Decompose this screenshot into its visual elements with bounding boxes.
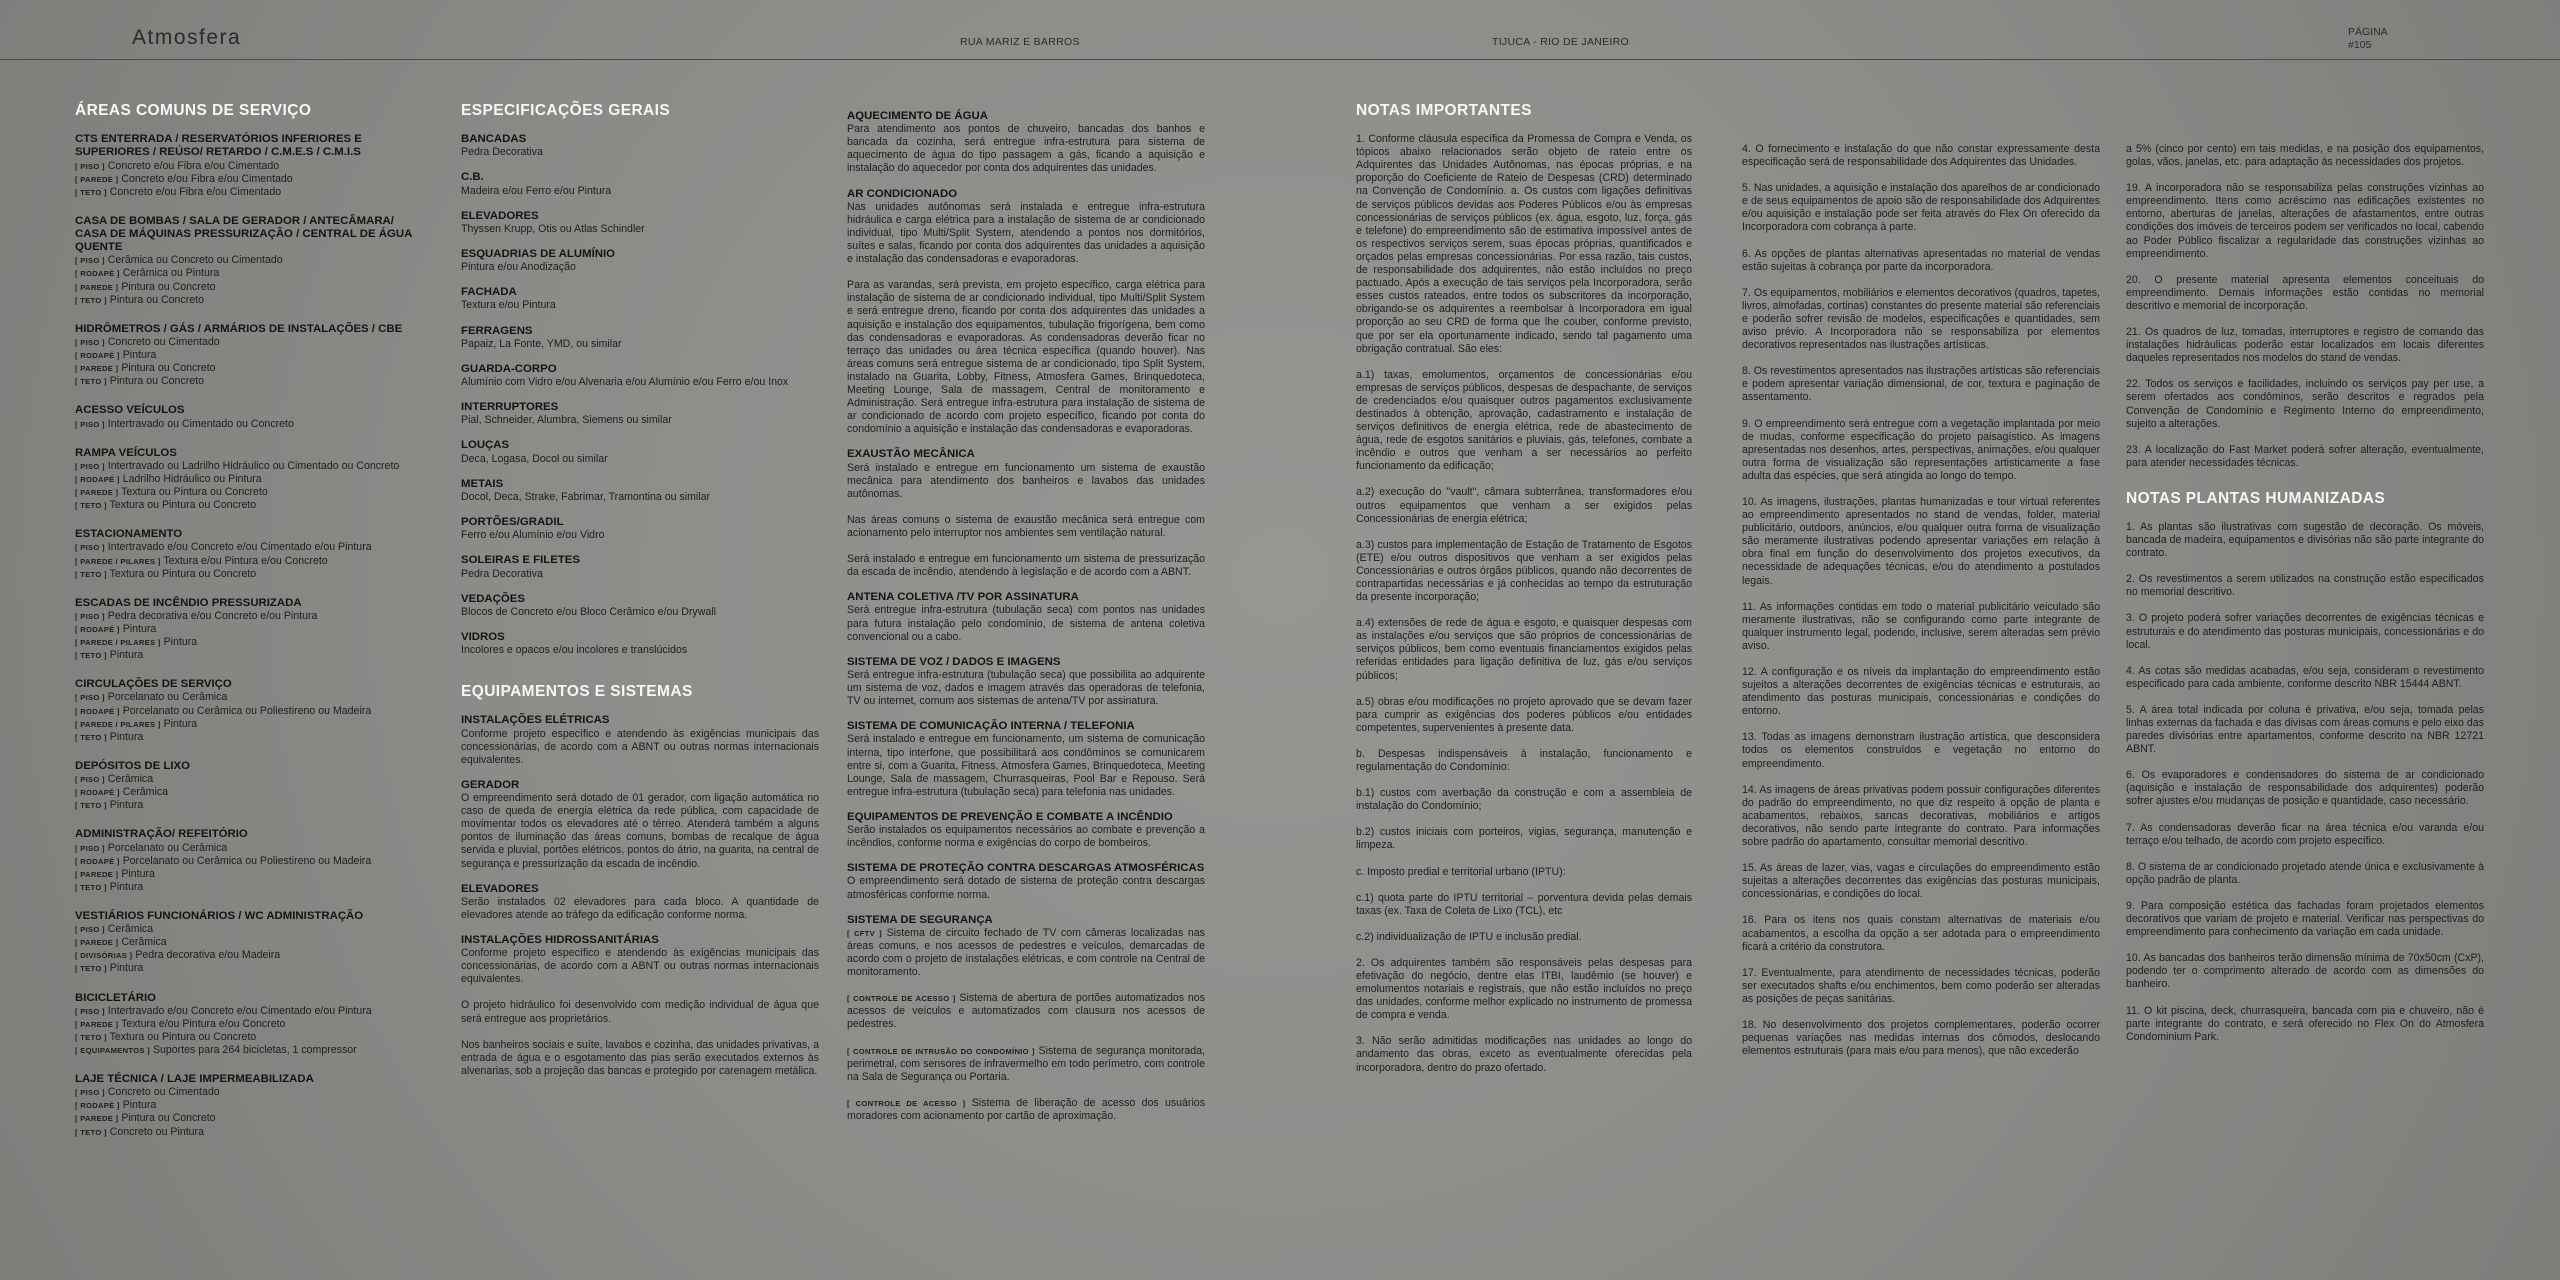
spec-line <box>75 636 427 649</box>
page-header <box>0 0 2560 60</box>
item-text: Deca, Logasa, Docol ou similar <box>461 452 608 465</box>
note-paragraph: 3. Não serão admitidas modificações nas unidades ao longo do andamento das obras, exceto as eventualmente oferecidas pela incorporadora, dentro do prazo ofertado. <box>1356 1035 1692 1074</box>
system-paragraph: Conforme projeto específico e atendendo às exigências municipais das concessionárias, de acordo com a ABNT ou outras normas internacionais equivalentes. <box>461 727 819 766</box>
security-tag: [ CONTROLE DE ACESSO ] <box>847 994 956 1004</box>
item-text: Madeira e/ou Ferro e/ou Pintura <box>461 184 612 197</box>
spec-tag: [ TETO ] <box>75 295 107 305</box>
security-tag: [ CONTROLE DE INTRUSÃO DO CONDOMÍNIO ] <box>847 1046 1035 1056</box>
spec-text: Pintura <box>109 962 144 975</box>
note-paragraph: a.4) extensões de rede de água e esgoto, e quaisquer despesas com as instalações e/ou serviços que são próprios de concessionárias de serviços públicos, bem como eventuais financiamentos exigidos pelas referidas entidades para ligação definitiva de luz, gás e/ou serviços públicos; <box>1356 617 1692 682</box>
spec-line <box>75 186 427 199</box>
spec-line <box>75 610 427 623</box>
page-indicator <box>2348 26 2388 52</box>
column-notas-1 <box>1356 104 1692 1088</box>
system-title: SISTEMA DE VOZ / DADOS E IMAGENS <box>847 655 1061 668</box>
item-text: Textura e/ou Pintura <box>461 299 556 312</box>
spec-tag: [ PISO ] <box>75 461 105 471</box>
security-text: Sistema de segurança monitorada, perimetral, com sensores de infravermelho em todo perímetro, com controle na Sala de Segurança ou Portaria. <box>847 1044 1205 1083</box>
system-title: EQUIPAMENTOS DE PREVENÇÃO E COMBATE A INCÊNDIO <box>847 810 1173 823</box>
spec-tag: [ PAREDE / PILARES ] <box>75 638 161 648</box>
spec-line <box>75 799 427 812</box>
group-title: ESCADAS DE INCÊNDIO PRESSURIZADA <box>75 596 302 609</box>
group-title: VESTIÁRIOS FUNCIONÁRIOS / WC ADMINISTRAÇÃO <box>75 909 364 922</box>
item-text: Alumínio com Vidro e/ou Alvenaria e/ou Alumínio e/ou Ferro e/ou Inox <box>461 376 789 389</box>
system-paragraph: Nas unidades autônomas será instalada e entregue infra-estrutura hidráulica e carga elétrica para a instalação de sistema de ar condicionado individual, tipo Multi/Split System, atendendo a pontos nos dormitórios, suítes e salas, ficando por conta dos adquirentes das unidades a aquisição e instalação das condensadoras e evaporadoras. <box>847 200 1205 266</box>
system-paragraph: O empreendimento será dotado de 01 gerador, com ligação automática no caso de queda de energia elétrica da rede pública, com capacidade de movimentar todos os elevadores até o térreo. Atenderá também a alguns pontos de iluminação das áreas comuns, bombas de recalque de água servida e pluvial, portões elétricos, pontos do átrio, na guarita, na central de segurança e pressurização da escada de incêndio. <box>461 792 819 870</box>
spec-tag: [ PAREDE ] <box>75 1019 119 1029</box>
spec-tag: [ PISO ] <box>75 1006 105 1016</box>
spec-line <box>75 649 427 662</box>
spec-text: Textura ou Pintura ou Concreto <box>121 486 268 499</box>
system-paragraph: Para as varandas, será prevista, em projeto específico, carga elétrica para instalação de sistema de ar condicionado individual, tipo Multi/Split System e será entregue dreno, ficando por conta dos adquirentes das unidades a aquisição e instalação dos equipamentos, tubulação frigorígena, bem como das condensadoras e evaporadoras. As condensadoras deverão ficar no terraço das unidades ou área técnica específica (quando houver). Nas áreas comuns será entregue sistema de ar condicionado, tipo Split System, instalado na Guarita, Lobby, Fitness, Atmosfera Games, Brinquedoteca, Meeting Lounge, Sala de massagem, Central de monitoramento e Administração. Será entregue infra-estrutura para instalação de sistema de ar condicionado de acordo com projeto específico, ficando por conta do condomínio a aquisição e instalação das condensadoras e evaporadoras. <box>847 279 1205 436</box>
note-paragraph: 2. Os adquirentes também são responsáveis pelas despesas para efetivação do negócio, dentre elas ITBI, laudêmio (se houver) e emolumentos notariais e registrais, que não estão incluídos no preço das unidades, conforme melhor explicado no instrumento de promessa de compra e venda. <box>1356 956 1692 1022</box>
note-paragraph: 11. O kit piscina, deck, churrasqueira, bancada com pia e chuveiro, não é parte integrante do contrato, e será oferecido no Flex On do Atmosfera Condominium Park. <box>2126 1004 2484 1043</box>
spec-line <box>75 949 427 962</box>
spec-tag: [ TETO ] <box>75 1032 107 1042</box>
spec-line <box>75 294 427 307</box>
security-paragraph <box>847 927 1205 979</box>
group-title: ADMINISTRAÇÃO/ REFEITÓRIO <box>75 828 248 841</box>
spec-text: Porcelanato ou Cerâmica ou Poliestireno ou Madeira <box>122 704 372 717</box>
group-title: ACESSO VEÍCULOS <box>75 404 185 417</box>
security-text: Sistema de abertura de portões automatizados nos acessos de veículos e automatizados com clausura nos acessos de pedestres. <box>847 992 1205 1031</box>
group-title: CTS ENTERRADA / RESERVATÓRIOS INFERIORES E SUPERIORES / REÚSO/ RETARDO / C.M.E.S / C.M.I.S <box>75 133 362 159</box>
security-tag: [ CONTROLE DE ACESSO ] <box>847 1098 966 1108</box>
item-title: PORTÕES/GRADIL <box>461 516 564 529</box>
security-text: Sistema de liberação de acesso dos usuários moradores com acionamento por cartão de aproximação. <box>847 1096 1205 1122</box>
spec-tag: [ PAREDE ] <box>75 488 119 498</box>
spec-text: Pintura ou Concreto <box>109 293 204 306</box>
spec-text: Porcelanato ou Cerâmica <box>107 691 228 704</box>
note-paragraph: 16. Para os itens nos quais constam alternativas de materiais e/ou acabamentos, a escolha da opção a ser adotada para o empreendimento ficará a critério da construtora. <box>1742 914 2100 953</box>
spec-tag: [ PISO ] <box>75 419 105 429</box>
system-paragraph: Serão instalados os equipamentos necessários ao combate e prevenção a incêndios, conforme norma e exigências do corpo de bombeiros. <box>847 824 1205 850</box>
spec-line <box>75 349 427 362</box>
note-paragraph: 19. A incorporadora não se responsabiliza pelas construções vizinhas ao empreendimento. Itens como acréscimo nas edificações existentes no entorno, aberturas de janelas, alterações de afastamentos, entre outras condições dos imóveis de terceiros podem ser verificados no local, cabendo ao Poder Público fiscalizar a regularidade das construções vizinhas ao empreendimento. <box>2126 182 2484 260</box>
spec-tag: [ PISO ] <box>75 843 105 853</box>
system-paragraph: Será instalado e entregue em funcionamento um sistema de pressurização da escada de incêndio, atendendo à legislação e de acordo com a ABNT. <box>847 553 1205 579</box>
spec-tag: [ RODAPÉ ] <box>75 474 120 484</box>
item-title: FACHADA <box>461 286 517 299</box>
spec-tag: [ PISO ] <box>75 775 105 785</box>
section-title-notas: NOTAS IMPORTANTES <box>1356 102 1532 119</box>
item-title: FERRAGENS <box>461 324 533 337</box>
note-paragraph: 7. As condensadoras deverão ficar na área técnica e/ou varanda e/ou terraço e/ou telhado, de acordo com projeto específico. <box>2126 821 2484 847</box>
group-title: LAJE TÉCNICA / LAJE IMPERMEABILIZADA <box>75 1073 314 1086</box>
item-title: INTERRUPTORES <box>461 401 559 414</box>
spec-tag: [ TETO ] <box>75 882 107 892</box>
spec-tag: [ RODAPÉ ] <box>75 625 120 634</box>
section-title-plantas: NOTAS PLANTAS HUMANIZADAS <box>2126 489 2386 507</box>
column-sistemas <box>847 110 1205 1123</box>
spec-tag: [ TETO ] <box>75 732 107 742</box>
note-paragraph: b.1) custos com averbação da construção e com a assembleia de instalação do Condomínio; <box>1356 787 1692 813</box>
note-paragraph: c.1) quota parte do IPTU territorial – porventura devida pelas demais taxas (ex. Taxa de Coleta de Lixo (TCL), etc <box>1356 891 1692 917</box>
note-paragraph: 2. Os revestimentos a serem utilizados na construção estão especificados no memorial descritivo. <box>2126 573 2484 599</box>
column-areas-comuns <box>75 104 427 1139</box>
spec-line <box>75 1031 427 1044</box>
spec-text: Textura ou Pintura ou Concreto <box>109 567 257 580</box>
spec-tag: [ EQUIPAMENTOS ] <box>75 1045 150 1055</box>
column-notas-2 <box>1742 143 2100 1071</box>
spec-text: Pintura <box>109 649 144 662</box>
spec-tag: [ PAREDE ] <box>75 282 119 292</box>
group-title: DEPÓSITOS DE LIXO <box>75 759 190 772</box>
item-title: C.B. <box>461 171 484 184</box>
note-paragraph: 12. A configuração e os níveis da implantação do empreendimento estão sujeitos a alterações decorrentes de exigências técnicas e estruturais, ao atendimento das posturas municipais, concessionárias e condições do entorno. <box>1742 666 2100 718</box>
spec-text: Pintura <box>163 717 198 730</box>
spec-text: Pintura ou Concreto <box>121 362 216 375</box>
spec-text: Pintura <box>109 730 144 743</box>
spec-text: Porcelanato ou Cerâmica ou Poliestireno ou Madeira <box>122 854 372 867</box>
system-title: SISTEMA DE PROTEÇÃO CONTRA DESCARGAS ATMOSFÉRICAS <box>847 862 1205 875</box>
group-title: RAMPA VEÍCULOS <box>75 446 177 459</box>
spec-line <box>75 555 427 568</box>
spec-text: Textura e/ou Pintura e/ou Concreto <box>121 1017 286 1030</box>
item-title: SOLEIRAS E FILETES <box>461 554 580 567</box>
spec-tag: [ PISO ] <box>75 161 105 171</box>
item-text: Pedra Decorativa <box>461 567 543 580</box>
spec-text: Porcelanato ou Cerâmica <box>107 841 228 854</box>
spec-text: Cerâmica <box>107 773 154 786</box>
spec-line <box>75 691 427 704</box>
note-paragraph: b.2) custos iniciais com porteiros, vigias, segurança, manutenção e limpeza. <box>1356 826 1692 852</box>
spec-line <box>75 868 427 881</box>
system-paragraph: Para atendimento aos pontos de chuveiro, bancadas dos banhos e bancada da cozinha, será entregue infra-estrutura para sistema de aquecimento de água do tipo passagem a gás, ficando a aquisição e instalação do aquecedor por conta dos adquirentes das unidades. <box>847 123 1205 175</box>
note-paragraph: 7. Os equipamentos, mobiliários e elementos decorativos (quadros, tapetes, livros, almofadas, cortinas) constantes do presente material são referenciais e poderão sofrer revisão de modelos, especificações e quantidades, sem aviso prévio. A Incorporadora não se responsabiliza por elementos decorativos representados nas ilustrações artísticas. <box>1742 286 2100 352</box>
note-paragraph: a.5) obras e/ou modificações no projeto aprovado que se devam fazer para cumprir as exigências dos poderes públicos e/ou entidades competentes, supervenientes à presente data. <box>1356 695 1692 734</box>
note-paragraph: 17. Eventualmente, para atendimento de necessidades técnicas, poderão ser executados shafts e/ou enchimentos, bem como poderão ser alteradas as posições de peças sanitárias. <box>1742 966 2100 1005</box>
group-title: ESTACIONAMENTO <box>75 528 183 541</box>
spec-tag: [ TETO ] <box>75 1127 107 1137</box>
spec-text: Pintura ou Concreto <box>109 375 204 388</box>
note-paragraph: 13. Todas as imagens demonstram ilustração artística, que desconsidera todos os elementos construídos e vegetação no entorno do empreendimento. <box>1742 731 2100 770</box>
note-paragraph: 4. O fornecimento e instalação do que não constar expressamente desta especificação será de responsabilidade dos Adquirentes das Unidades. <box>1742 143 2100 169</box>
system-paragraph: Conforme projeto específico e atendendo às exigências municipais das concessionárias, de acordo com a ABNT ou outras normas internacionais equivalentes. <box>461 947 819 986</box>
system-paragraph: Será entregue infra-estrutura (tubulação seca) que possibilita ao adquirente um sistema de voz, dados e imagem através das operadoras de telefonia, TV ou internet, comum aos sistemas de antena/TV por assinatura. <box>847 668 1205 708</box>
note-paragraph: 5. Nas unidades, a aquisição e instalação dos aparelhos de ar condicionado e de seus equipamentos de apoio são de responsabilidade dos Adquirentes e/ou aquisição e instalação pode ser feita através do Flex On oferecido da Incorporadora com cobrança à parte. <box>1742 182 2100 234</box>
note-paragraph: 20. O presente material apresenta elementos conceituais do empreendimento. Demais informações estão contidas no memorial descritivo e memorial de incorporação. <box>2126 273 2484 312</box>
spec-line <box>75 786 427 799</box>
note-paragraph: 9. Para composição estética das fachadas foram projetados elementos decorativos que variam de projeto e material. Verificar nas perspectivas do empreendimento para conhecimento da variação em cada unidade. <box>2126 899 2484 939</box>
item-title: METAIS <box>461 477 504 490</box>
security-text: Sistema de circuito fechado de TV com câmeras localizadas nas áreas comuns, e nos acessos de pedestres e veículos, demarcadas de acordo com o projeto de instalações elétricas, e com controle na Central de monitoramento. <box>847 926 1205 979</box>
spec-line <box>75 705 427 718</box>
system-paragraph: Nas áreas comuns o sistema de exaustão mecânica será entregue com acionamento pelo interruptor nos ambientes sem ventilação natural. <box>847 513 1205 539</box>
spec-line <box>75 336 427 349</box>
spec-tag: [ RODAPÉ ] <box>75 788 120 798</box>
spec-text: Pintura <box>163 636 198 649</box>
spec-line <box>75 1099 427 1112</box>
spec-line <box>75 160 427 173</box>
spec-text: Concreto e/ou Fibra e/ou Cimentado <box>109 185 282 198</box>
spec-tag: [ TETO ] <box>75 801 107 811</box>
page-label: PÁGINA <box>2348 26 2388 38</box>
spec-text: Intertravado e/ou Concreto e/ou Cimentado e/ou Pintura <box>107 541 372 554</box>
spec-line <box>75 923 427 936</box>
spec-tag: [ PAREDE ] <box>75 1114 119 1124</box>
section-title: ÁREAS COMUNS DE SERVIÇO <box>75 102 312 119</box>
spec-tag: [ PISO ] <box>75 337 105 347</box>
header-location: TIJUCA - RIO DE JANEIRO <box>1492 36 1629 48</box>
section-title-equipamentos: EQUIPAMENTOS E SISTEMAS <box>461 683 693 701</box>
spec-tag: [ PISO ] <box>75 543 105 553</box>
note-paragraph: c. Imposto predial e territorial urbano (IPTU): <box>1356 865 1566 878</box>
spec-text: Pintura ou Concreto <box>121 1112 216 1125</box>
item-title: LOUÇAS <box>461 439 510 452</box>
column-especificacoes <box>461 104 819 1078</box>
spec-line <box>75 718 427 731</box>
note-paragraph: 5. A área total indicada por coluna é privativa, e/ou seja, tomada pelas linhas externas da fachada e das divisas com áreas comuns e pelo eixo das paredes divisórias entre apartamentos, conforme descrito na NBR 12721 ABNT. <box>2126 703 2484 756</box>
spec-tag: [ RODAPÉ ] <box>75 351 120 361</box>
spec-text: Pintura <box>109 799 144 812</box>
spec-tag: [ PAREDE / PILARES ] <box>75 719 161 729</box>
spec-line <box>75 568 427 581</box>
spec-tag: [ RODAPÉ ] <box>75 269 120 279</box>
system-title: ELEVADORES <box>461 882 539 895</box>
spec-line <box>75 1112 427 1125</box>
note-paragraph: 10. As imagens, ilustrações, plantas humanizadas e tour virtual referentes ao empreendimento apresentados no stand de vendas, folder, material publicitário, outdoors, anúncios, e/ou qualquer outra forma de visualização são meramente ilustrativas podendo apresentar variações em relação à obra final em função do desenvolvimento dos projetos executivos, da necessidade de adequações técnicas, e/ou do atendimento a postulados legais. <box>1742 495 2100 587</box>
spec-line <box>75 375 427 388</box>
spec-line <box>75 1044 427 1057</box>
spec-tag: [ TETO ] <box>75 651 107 661</box>
group-title: CASA DE BOMBAS / SALA DE GERADOR / ANTECÂMARA/ CASA DE MÁQUINAS PRESSURIZAÇÃO / CENTRAL DE ÁGUA QUENTE <box>75 214 412 254</box>
spec-text: Pintura <box>109 880 144 893</box>
note-paragraph: 1. Conforme cláusula específica da Promessa de Compra e Venda, os tópicos abaixo relacionados serão objeto de rateio entre os Adquirentes das Unidades Autônomas, nas épocas próprias, e na proporção do Coeficiente de Rateio de Despesas (CRD) determinado na Convenção de Condomínio. a. Os custos com ligações definitivas de serviços públicos devidas aos Poderes Públicos e/ou às empresas concessionárias de serviços públicos (ex. água, esgoto, luz, força, gás e telefone) do empreendimento são de estimativa impossível antes de os respectivos serviços serem, suas épocas próprias, quantificados e orçados pelas empresas concessionárias. Por essa razão, tais custos, de responsabilidade dos adquirentes, não estão incluídos no preço pactuado. Após a execução de tais serviços pela Incorporadora, serão esses custos rateados, entre todos os subscritores da incorporação, obrigando-se os adquirentes a reembolsar à Incorporadora em igual proporção ao seu CRD de forma que lhe couber, conforme previsto, que por ser ela oportunamente indicado, sendo tal pagamento uma obrigação contratual. São eles: <box>1356 133 1692 355</box>
item-text: Thyssen Krupp, Otis ou Atlas Schindler <box>461 222 645 235</box>
note-paragraph: 15. As áreas de lazer, vias, vagas e circulações do empreendimento estão sujeitas a alterações decorrentes das exigências das posturas municipais, concessionárias, e condições do local. <box>1742 862 2100 901</box>
spec-line <box>75 1086 427 1099</box>
system-paragraph: Será instalado e entregue em funcionamento, um sistema de comunicação interna, tipo interfone, que possibilitará aos condôminos se comunicarem entre si, com a Guarita, Fitness, Atmosfera Games, Brinquedoteca, Meeting Lounge, Sala de massagem, Churrasqueiras, Pool Bar e Repouso. Será entregue infra-estrutura (tubulação seca) para telefonia nas unidades. <box>847 733 1205 798</box>
system-title: SISTEMA DE COMUNICAÇÃO INTERNA / TELEFONIA <box>847 720 1135 733</box>
item-text: Ferro e/ou Alumínio e/ou Vidro <box>461 529 605 542</box>
note-paragraph: 22. Todos os serviços e facilidades, incluindo os serviços pay per use, a serem ofertados aos condôminos, serão descritos e regrados pela Convenção de Condomínio e Regimento Interno do empreendimento, sujeito a alterações. <box>2126 378 2484 430</box>
item-title: ESQUADRIAS DE ALUMÍNIO <box>461 247 615 260</box>
note-paragraph: 6. Os evaporadores e condensadores do sistema de ar condicionado (aquisição e instalação de responsabilidade dos adquirentes) poderão sofrer ajustes e/ou mudanças de posição e quantidade, caso necessário. <box>2126 769 2484 808</box>
column-notas-3 <box>2126 143 2484 1057</box>
note-paragraph: b. Despesas indispensáveis à instalação, funcionamento e regulamentação do Condomínio: <box>1356 747 1692 774</box>
spec-line <box>75 1018 427 1031</box>
spec-text: Textura ou Pintura ou Concreto <box>109 1030 257 1043</box>
spec-text: Intertravado e/ou Concreto e/ou Cimentado e/ou Pintura <box>107 1004 372 1017</box>
spec-line <box>75 499 427 512</box>
security-paragraph <box>847 992 1205 1031</box>
spec-tag: [ RODAPÉ ] <box>75 856 120 866</box>
note-paragraph: 18. No desenvolvimento dos projetos complementares, poderão ocorrer pequenas variações nas medidas internas dos cômodos, deslocando elementos estruturais (para mais e/ou para menos), que não excederão <box>1742 1018 2100 1058</box>
spec-line <box>75 281 427 294</box>
spec-text: Pintura <box>122 349 157 362</box>
group-title: BICICLETÁRIO <box>75 991 156 1004</box>
spec-text: Cerâmica <box>122 786 169 799</box>
security-paragraph <box>847 1045 1205 1084</box>
spec-line <box>75 623 427 636</box>
item-text: Pial, Schneider, Alumbra, Siemens ou similar <box>461 414 672 427</box>
item-text: Papaiz, La Fonte, YMD, ou similar <box>461 337 622 350</box>
note-paragraph: 21. Os quadros de luz, tomadas, interruptores e registro de comando das instalações hidráulicas poderão estar localizados em locais diferentes daqueles representados nos modelos do stand de vendas. <box>2126 326 2484 365</box>
item-text: Incolores e opacos e/ou incolores e translúcidos <box>461 644 688 657</box>
spec-text: Concreto e/ou Fibra e/ou Cimentado <box>107 159 280 172</box>
group-title: CIRCULAÇÕES DE SERVIÇO <box>75 678 232 691</box>
spec-tag: [ TETO ] <box>75 964 107 974</box>
spec-text: Pintura <box>122 623 157 635</box>
spec-line <box>75 881 427 894</box>
item-title: VEDAÇÕES <box>461 592 525 605</box>
system-title: ANTENA COLETIVA /TV POR ASSINATURA <box>847 591 1079 604</box>
spec-line <box>75 486 427 499</box>
spec-text: Pedra decorativa e/ou Madeira <box>135 949 281 962</box>
spec-text: Suportes para 264 bicicletas, 1 compressor <box>152 1043 357 1056</box>
spec-text: Textura ou Pintura ou Concreto <box>109 499 257 512</box>
note-paragraph: 23. A localização do Fast Market poderá sofrer alteração, eventualmente, para atender necessidades técnicas. <box>2126 443 2484 469</box>
spec-line <box>75 473 427 486</box>
system-paragraph: Nos banheiros sociais e suíte, lavabos e cozinha, das unidades privativas, a entrada de água e o esgotamento das pias serão executados externos às alvenarias, sob a projeção das bancas e protegido por carenagem metálica. <box>461 1038 819 1077</box>
security-paragraph <box>847 1097 1205 1123</box>
spec-tag: [ PISO ] <box>75 256 105 266</box>
item-title: ELEVADORES <box>461 209 539 222</box>
section-title: ESPECIFICAÇÕES GERAIS <box>461 102 671 119</box>
spec-line <box>75 541 427 554</box>
system-title: INSTALAÇÕES HIDROSSANITÁRIAS <box>461 933 659 946</box>
spec-tag: [ PAREDE ] <box>75 869 119 879</box>
note-paragraph: a 5% (cinco por cento) em tais medidas, e na posição dos equipamentos, golas, vãos, janelas, etc. para adaptação às necessidades dos projetos. <box>2126 143 2484 169</box>
spec-line <box>75 936 427 949</box>
spec-line <box>75 362 427 375</box>
spec-text: Intertravado ou Ladrilho Hidráulico ou Cimentado ou Concreto <box>107 459 400 472</box>
spec-line <box>75 1126 427 1139</box>
note-paragraph: 9. O empreendimento será entregue com a vegetação implantada por meio de mudas, conforme especificação do projeto paisagístico. As imagens apresentadas nos desenhos, artes, perspectivas, animações, e/ou qualquer outra forma de visualização são representações artisticamente a fase adulta das espécies, que será atingida ao longo do tempo. <box>1742 417 2100 482</box>
spec-tag: [ PISO ] <box>75 693 105 703</box>
spec-line <box>75 1005 427 1018</box>
spec-tag: [ PAREDE ] <box>75 938 119 948</box>
security-tag: [ CFTV ] <box>847 928 882 938</box>
item-title: GUARDA-CORPO <box>461 362 557 375</box>
spec-text: Cerâmica <box>121 936 167 949</box>
system-title: AQUECIMENTO DE ÁGUA <box>847 110 988 122</box>
system-paragraph: Será instalado e entregue em funcionamento um sistema de exaustão mecânica para atendimento dos banheiros e lavabos das unidades autônomas. <box>847 461 1205 500</box>
note-paragraph: 6. As opções de plantas alternativas apresentadas no material de vendas estão sujeitas à cobrança por parte da incorporadora. <box>1742 247 2100 273</box>
spec-line <box>75 460 427 473</box>
page-number: #105 <box>2348 39 2372 51</box>
note-paragraph: 8. Os revestimentos apresentados nas ilustrações artísticas são referenciais e podem apresentar variação dimensional, de cor, textura e paginação de assentamento. <box>1742 365 2100 404</box>
spec-text: Concreto ou Cimentado <box>107 1086 220 1099</box>
spec-tag: [ PAREDE ] <box>75 364 119 374</box>
spec-text: Concreto ou Cimentado <box>107 335 220 348</box>
spec-text: Concreto ou Pintura <box>109 1125 204 1138</box>
spec-tag: [ PAREDE ] <box>75 174 119 184</box>
note-paragraph: 11. As informações contidas em todo o material publicitário veiculado são meramente ilustrativas, não se configurando como parte integrante de qualquer instrumento legal, podendo, inclusive, serem alteradas sem prévio aviso. <box>1742 600 2100 652</box>
spec-line <box>75 855 427 868</box>
spec-text: Ladrilho Hidráulico ou Pintura <box>122 472 262 485</box>
note-paragraph: 8. O sistema de ar condicionado projetado atende única e exclusivamente à opção padrão de planta. <box>2126 860 2484 886</box>
spec-tag: [ PAREDE / PILARES ] <box>75 556 161 566</box>
spec-line <box>75 418 427 431</box>
spec-tag: [ RODAPÉ ] <box>75 706 120 716</box>
spec-text: Pintura ou Concreto <box>121 280 216 293</box>
spec-line <box>75 842 427 855</box>
spec-tag: [ RODAPÉ ] <box>75 1101 120 1111</box>
item-text: Docol, Deca, Strake, Fabrimar, Tramontina ou similar <box>461 490 711 503</box>
note-paragraph: 4. As cotas são medidas acabadas, e/ou seja, consideram o revestimento especificado para cada ambiente, conforme descrito NBR 15444 ABNT. <box>2126 664 2484 690</box>
system-title: SISTEMA DE SEGURANÇA <box>847 913 993 926</box>
spec-tag: [ TETO ] <box>75 377 107 387</box>
system-title: EXAUSTÃO MECÂNICA <box>847 448 975 461</box>
system-paragraph: O empreendimento será dotado de sistema de proteção contra descargas atmosféricas conforme norma. <box>847 875 1205 901</box>
item-text: Pintura e/ou Anodização <box>461 261 576 274</box>
group-title: HIDRÔMETROS / GÁS / ARMÁRIOS DE INSTALAÇÕES / CBE <box>75 322 403 335</box>
spec-line <box>75 267 427 280</box>
spec-line <box>75 173 427 186</box>
spec-text: Cerâmica <box>107 923 154 936</box>
note-paragraph: a.1) taxas, emolumentos, orçamentos de concessionárias e/ou empresas de serviços públicos, despesas de despachante, de serviços de credenciados e/ou quaisquer outros pagamentos exclusivamente destinados à obtenção, aprovação, cadastramento e instalação de serviços definitivos de energia elétrica, rede de abastecimento de água, rede de esgotos sanitários e pluviais, gás, telefones, combate a incêndio e outros que venham a ser necessários ao perfeito funcionamento da edificação; <box>1356 368 1692 473</box>
spec-text: Cerâmica ou Pintura <box>122 267 220 280</box>
note-paragraph: 3. O projeto poderá sofrer variações decorrentes de exigências técnicas e estruturais e do atendimento das posturas municipais, concessionárias e do local. <box>2126 612 2484 651</box>
note-paragraph: a.2) execução do "vault", câmara subterrânea, transformadores e/ou outros equipamentos que venham a ser exigidos pelas Concessionárias de energia elétrica; <box>1356 486 1692 525</box>
spec-text: Intertravado ou Cimentado ou Concreto <box>107 417 294 430</box>
spec-tag: [ TETO ] <box>75 187 107 197</box>
spec-tag: [ TETO ] <box>75 569 107 579</box>
spec-line <box>75 962 427 975</box>
system-title: AR CONDICIONADO <box>847 187 958 200</box>
spec-text: Pintura <box>121 867 155 880</box>
system-paragraph: Será entregue infra-estrutura (tubulação seca) com pontos nas unidades para futura instalação pelo condomínio, de sistema de antena coletiva convencional ou a cabo. <box>847 604 1205 643</box>
system-paragraph: Serão instalados 02 elevadores para cada bloco. A quantidade de elevadores atende ao tráfego da edificação conforme norma. <box>461 895 819 921</box>
spec-text: Pintura <box>122 1099 157 1112</box>
spec-text: Concreto e/ou Fibra e/ou Cimentado <box>121 172 293 185</box>
note-paragraph: 10. As bancadas dos banheiros terão dimensão mínima de 70x50cm (CxP), podendo ter o comprimento alterado de acordo com as dimensões do banheiro. <box>2126 952 2484 991</box>
spec-text: Cerâmica ou Concreto ou Cimentado <box>107 254 283 267</box>
system-title: GERADOR <box>461 778 520 791</box>
spec-tag: [ DIVISÓRIAS ] <box>75 951 133 961</box>
system-paragraph: O projeto hidráulico foi desenvolvido com medição individual de água que será entregue aos proprietários. <box>461 999 819 1025</box>
spec-line <box>75 773 427 786</box>
note-paragraph: c.2) individualização de IPTU e inclusão predial. <box>1356 930 1582 943</box>
item-text: Blocos de Concreto e/ou Bloco Cerâmico e/ou Drywall <box>461 605 716 618</box>
spec-text: Pedra decorativa e/ou Concreto e/ou Pintura <box>107 609 318 622</box>
spec-text: Textura e/ou Pintura e/ou Concreto <box>163 554 328 567</box>
system-title: INSTALAÇÕES ELÉTRICAS <box>461 714 610 727</box>
spec-line <box>75 254 427 267</box>
note-paragraph: a.3) custos para implementação de Estação de Tratamento de Esgotos (ETE) e/ou outros dispositivos que venham a ser exigidos pelas Concessionárias e outros órgãos públicos, quando não decorrentes de contrapartidas necessárias e já conhecidas ao tempo da estruturação da presente incorporação; <box>1356 538 1692 604</box>
spec-tag: [ PISO ] <box>75 925 105 935</box>
spec-tag: [ PISO ] <box>75 1088 105 1098</box>
item-text: Pedra Decorativa <box>461 146 543 159</box>
item-title: BANCADAS <box>461 133 527 146</box>
note-paragraph: 1. As plantas são ilustrativas com sugestão de decoração. Os móveis, bancada de madeira, equipamentos e divisórias não são parte integrante do contrato. <box>2126 520 2484 560</box>
item-title: VIDROS <box>461 630 505 643</box>
spec-tag: [ PISO ] <box>75 611 105 621</box>
spec-line <box>75 731 427 744</box>
brand-logo: Atmosfera <box>132 26 242 49</box>
header-address: RUA MARIZ E BARROS <box>960 36 1080 48</box>
note-paragraph: 14. As imagens de áreas privativas podem possuir configurações diferentes do padrão do empreendimento, no que diz respeito à opção de planta e acabamentos, rebaixos, sancas decorativas, mobiliários e artigos decorativos, não sendo parte integrante do contrato. Para informações sobre padrão do apartamento, consultar memorial descritivo. <box>1742 783 2100 849</box>
spec-tag: [ TETO ] <box>75 501 107 511</box>
